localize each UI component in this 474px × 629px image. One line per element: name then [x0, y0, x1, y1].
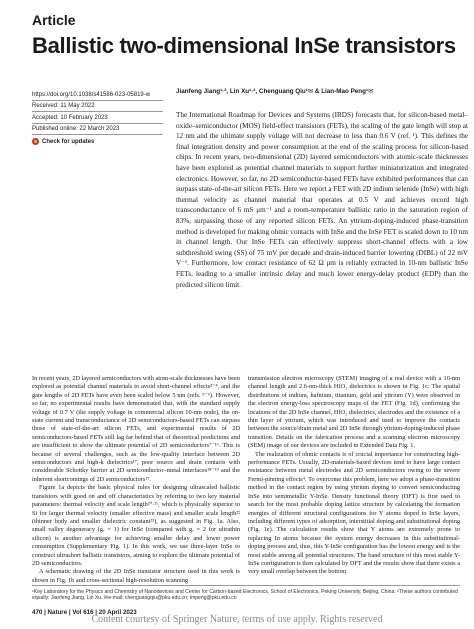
page-number: 470 — [32, 609, 43, 616]
body-column-right — [248, 375, 460, 577]
page-footer: 470 | Nature | Vol 616 | 20 April 2023 — [32, 609, 137, 616]
journal-name: Nature — [47, 609, 68, 616]
article-type-label: Article — [32, 12, 76, 28]
affiliation-footnote: ¹Key Laboratory for the Physics and Chemistry of Nanodevices and Center for Carbon-based Electronics, School of Electronics, Peking University, Beijing, China. ²These authors contributed equally: Jianfeng Jiang, Lin Xu. ✉e-mail: chenguangqiu@pku.edu.cn; lmpeng@pku.edu.cn — [32, 589, 459, 602]
footnote-divider — [32, 585, 460, 586]
body-paragraph: Figure 1a depicts the basic physical rules for designing ultrascaled ballistic transistors with good on and off characteristics by referring to two key material parameters: thermal velocity and scale length²⁰·²¹, which is physically superior to Si for larger thermal velocity (smaller effective mass) and smaller scale length²² (thinner body and smaller dielectric constant²³), as suggested in Fig. 1a. Also, small valley degeneracy (gᵥ = 1) for InSe (compared with gᵥ = 2 for ultrathin silicon) is another advantage for achieving smaller delay and lower power consumption (Supplementary Fig. 1). In this work, we use three-layer InSe to construct ultrashort ballistic transistors, aiming to explore the ultimate potential of 2D semiconductors. — [32, 484, 240, 567]
issue-date: 20 April 2023 — [98, 609, 137, 616]
body-paragraph: A schematic drawing of the 2D InSe transistor structure used in this work is shown in Fig. 1b and cross-sectional high-resolution scanning — [32, 568, 240, 584]
meta-divider — [32, 123, 163, 124]
author-list: Jianfeng Jiang¹·², Lin Xu¹·², Chenguang Qiu¹✉ & Lian-Mao Peng¹✉ — [176, 88, 374, 95]
journal-volume: Vol 616 — [72, 609, 94, 616]
body-paragraph: In recent years, 2D layered semiconductors with atom-scale thicknesses have been explored as potential channel materials to avoid short-channel effects²⁻⁴, and the gate lengths of 2D FETs have even been scaled below 5 nm (refs. ⁵⁻⁶). However, so far, no experimental results have demonstrated that, with the standard supply voltage of 0.7 V (the supply voltage in commercial silicon 10-nm node), the on-state current and transconductance of 2D semiconductors-based FETs can surpass those of state-of-the-art silicon FETs, and experimental results of 2D semiconductors-based FETs still lag far behind that of theoretical predictions and are insufficient to show the ultimate potential of 2D semiconductors⁷⁻¹⁶. This is because of several challenges, such as the low-quality interface between 2D semiconductors and high-k dielectrics¹⁷, poor source and drain contacts with considerable Schottky barrier at 2D semiconductor–metal interfaces¹⁸⁻¹⁹ and the inherent shortcomings of 2D semiconductors¹⁷. — [32, 375, 240, 483]
received-date: Received: 11 May 2022 — [32, 103, 95, 109]
body-column-left — [32, 375, 240, 585]
check-updates-link[interactable] — [32, 138, 163, 145]
abstract: The International Roadmap for Devices and Systems (IRDS) forecasts that, for silicon-based metal–oxide–semiconductor (MOS) field-effect transistors (FETs), the scaling of the gate length will stop at 12 nm and the ultimate supply voltage will not decrease to less than 0.6 V (ref. ¹). This defines the final integration density and power consumption at the end of the scaling process for silicon-based chips. In recent years, two-dimensional (2D) layered semiconductors with atomic-scale thicknesses have been explored as potential channel materials to support further miniaturization and integrated electronics. However, so far, no 2D semiconductor-based FETs have exhibited performances that can surpass state-of-the-art silicon FETs. Here we report a FET with 2D indium selenide (InSe) with high thermal velocity as channel material that operates at 0.5 V and achieves record high transconductance of 6 mS μm⁻¹ and a room-temperature ballistic ratio in the saturation region of 83%, surpassing those of any reported silicon FETs. An yttrium-doping-induced phase-transition method is developed for making ohmic contacts with InSe and the InSe FET is scaled down to 10 nm in channel length. Our InSe FETs can effectively suppress short-channel effects with a low subthreshold swing (SS) of 75 mV per decade and drain-induced barrier lowering (DIBL) of 22 mV V⁻¹. Furthermore, low contact resistance of 62 Ω μm is reliably extracted in 10-nm ballistic InSe FETs, leading to a smaller intrinsic delay and much lower energy-delay product (EDP) than the predicted silicon limit. — [176, 111, 468, 289]
body-paragraph: transmission electron microscopy (STEM) imaging of a real device with a 10-nm channel length and 2.6-nm-thick HfO₂ dielectrics is shown in Fig. 1c. The spatial distributions of indium, hafnium, titanium, gold and yttrium (Y) were observed in the electron energy-loss spectroscopy maps of the FET (Fig. 1d), confirming the locations of the 2D InSe channel, HfO₂ dielectrics, electrodes and the existence of a thin layer of yttrium, which was introduced and used to improve the contacts between the source/drain metal and 2D InSe through yttrium-doping-induced phase transition. Details on the fabrication process and a scanning electron microscopy (SEM) image of our devices are included in Extended Data Fig. 1. — [248, 375, 460, 450]
paper-title: Ballistic two-dimensional InSe transistors — [32, 33, 456, 58]
meta-divider — [32, 111, 163, 112]
copyright-watermark: Content courtesy of Springer Nature, terms of use apply. Rights reserved — [91, 614, 383, 625]
meta-divider — [32, 134, 163, 135]
check-updates-label: Check for updates — [42, 138, 95, 145]
meta-divider — [32, 100, 163, 101]
check-updates-icon — [32, 138, 39, 145]
accepted-date: Accepted: 10 February 2023 — [32, 115, 108, 121]
doi-link[interactable]: https://doi.org/10.1038/s41586-023-05819-w — [32, 92, 151, 98]
published-date: Published online: 22 March 2023 — [32, 126, 120, 132]
body-paragraph: The realization of ohmic contacts is of crucial importance for constructing high-performance FETs. Usually, 2D-materials-based devices tend to have large contact resistance between metal electrodes and 2D semiconductors owing to the severe Fermi-pinning effects⁴. To overcome this problem, here we adopt a phase-transition method in the contact region by using yttrium doping to convert semiconducting InSe into semimetallic Y-InSe. Density functional theory (DFT) is first used to search for the most probable doping lattice structure by calculating the formation energies of different structural configurations for Y atoms doped to InSe layers, including different types of adsorption, interstitial doping and substitutional doping (Fig. 1e). The calculation results show that Y atoms are extremely prone to replacing In atoms because the system energy decreases in this substitutional-doping process and, thus, this Y-InSe configuration has the lowest energy and is the most stable among all potential structures. The band structure of this most stable Y-InSe configuration is then calculated by DFT and the results show that there exists a very small overlap between the bottom — [248, 450, 460, 576]
